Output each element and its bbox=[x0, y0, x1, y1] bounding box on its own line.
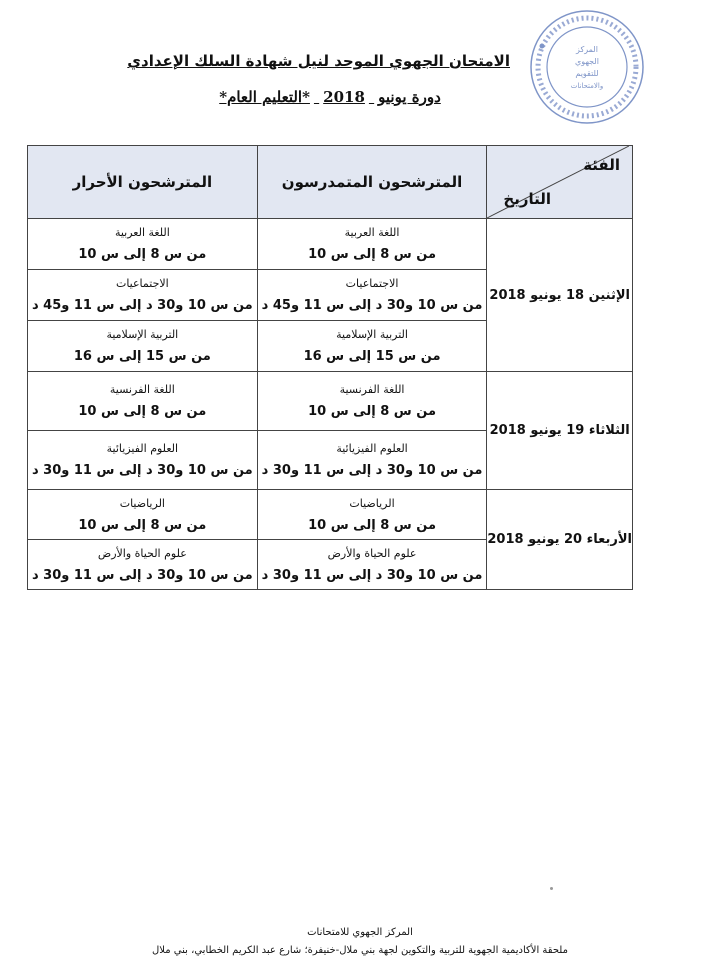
schooled-exam-cell bbox=[257, 540, 487, 590]
schooled-exam-cell bbox=[257, 321, 487, 372]
free-exam-cell bbox=[28, 321, 258, 372]
subject-name: العلوم الفيزيائية bbox=[336, 442, 408, 455]
subject-name: الاجتماعيات bbox=[345, 277, 399, 290]
subject-name: التربية الإسلامية bbox=[336, 328, 408, 341]
free-exam-cell bbox=[28, 270, 258, 321]
schooled-exam-cell bbox=[257, 270, 487, 321]
subject-name: اللغة الفرنسية bbox=[339, 383, 405, 396]
subject-name: الاجتماعيات bbox=[115, 277, 169, 290]
exam-time: من س 8 إلى س 10 bbox=[78, 404, 207, 419]
schooled-exam-cell bbox=[257, 431, 487, 490]
document-header bbox=[127, 52, 510, 106]
schooled-exam-cell bbox=[257, 372, 487, 431]
free-candidates-header: المترشحون الأحرار bbox=[28, 146, 258, 219]
table-row bbox=[28, 219, 633, 270]
session-year: 2018 bbox=[323, 88, 365, 106]
schooled-candidates-header: المترشحون المتمدرسون bbox=[257, 146, 487, 219]
schedule-body bbox=[28, 219, 633, 590]
exam-schedule-table bbox=[27, 145, 633, 590]
footer-address: ملحقة الأكاديمية الجهوية للتربية والتكوين لجهة بني ملال-خنيفرة؛ شارع عبد الكريم الخطابي، بني ملال bbox=[152, 945, 568, 956]
exam-time: من س 10 و30 د إلى س 11 و30 د bbox=[31, 463, 253, 478]
free-exam-cell bbox=[28, 219, 258, 270]
session-line bbox=[150, 88, 510, 106]
free-exam-cell bbox=[28, 490, 258, 540]
table-row bbox=[28, 372, 633, 431]
exam-time: من س 8 إلى س 10 bbox=[78, 517, 207, 533]
date-label: التاريخ bbox=[503, 190, 551, 208]
free-exam-cell bbox=[28, 372, 258, 431]
subject-name: اللغة العربية bbox=[114, 226, 170, 239]
exam-time: من س 10 و30 د إلى س 11 و30 د bbox=[261, 463, 483, 478]
session-track: *التعليم العام* bbox=[219, 88, 310, 106]
official-stamp bbox=[528, 8, 646, 126]
exam-time: من س 8 إلى س 10 bbox=[78, 247, 207, 262]
session-label: دورة يونيو bbox=[378, 88, 441, 106]
exam-time: من س 10 و30 د إلى س 11 و30 د bbox=[261, 567, 483, 583]
footer-center-name: المركز الجهوي للامتحانات bbox=[307, 927, 413, 938]
schooled-exam-cell bbox=[257, 490, 487, 540]
exam-date-cell: الثلاثاء 19 يونيو 2018 bbox=[487, 372, 633, 490]
exam-date-cell: الإثنين 18 يونيو 2018 bbox=[487, 219, 633, 372]
exam-date-cell: الأربعاء 20 يونيو 2018 bbox=[487, 490, 633, 590]
exam-time: من س 8 إلى س 10 bbox=[308, 517, 436, 533]
subject-name: العلوم الفيزيائية bbox=[106, 442, 179, 455]
subject-name: التربية الإسلامية bbox=[106, 328, 179, 341]
exam-time: من س 15 إلى س 16 bbox=[73, 349, 211, 364]
stamp-line-1: المركز bbox=[576, 45, 598, 54]
exam-time: من س 10 و30 د إلى س 11 و45 د bbox=[261, 298, 483, 313]
subject-name: علوم الحياة والأرض bbox=[97, 546, 187, 560]
stamp-line-2: الجهوي bbox=[575, 57, 599, 66]
stamp-line-4: والامتحانات bbox=[570, 82, 604, 90]
document-title: الامتحان الجهوي الموحد لنيل شهادة السلك الإعدادي bbox=[127, 52, 510, 70]
table-row bbox=[28, 490, 633, 540]
stamp-star-icon bbox=[540, 44, 545, 49]
subject-name: الرياضيات bbox=[349, 496, 395, 510]
schooled-exam-cell bbox=[257, 219, 487, 270]
subject-name: اللغة الفرنسية bbox=[109, 383, 175, 396]
free-exam-cell bbox=[28, 540, 258, 590]
corner-header-cell bbox=[487, 146, 633, 219]
document-footer bbox=[0, 924, 720, 960]
exam-time: من س 15 إلى س 16 bbox=[303, 349, 441, 364]
free-exam-cell bbox=[28, 431, 258, 490]
subject-name: اللغة العربية bbox=[344, 226, 400, 239]
exam-time: من س 10 و30 د إلى س 11 و45 د bbox=[31, 298, 253, 313]
stamp-line-3: للتقويم bbox=[575, 69, 599, 78]
subject-name: الرياضيات bbox=[119, 496, 165, 510]
exam-time: من س 10 و30 د إلى س 11 و30 د bbox=[31, 567, 253, 583]
exam-time: من س 8 إلى س 10 bbox=[308, 404, 436, 419]
category-label: الفئة bbox=[583, 156, 620, 174]
subject-name: علوم الحياة والأرض bbox=[327, 546, 417, 560]
scan-speck bbox=[550, 887, 553, 890]
exam-time: من س 8 إلى س 10 bbox=[308, 247, 436, 262]
table-header-row bbox=[28, 146, 633, 219]
